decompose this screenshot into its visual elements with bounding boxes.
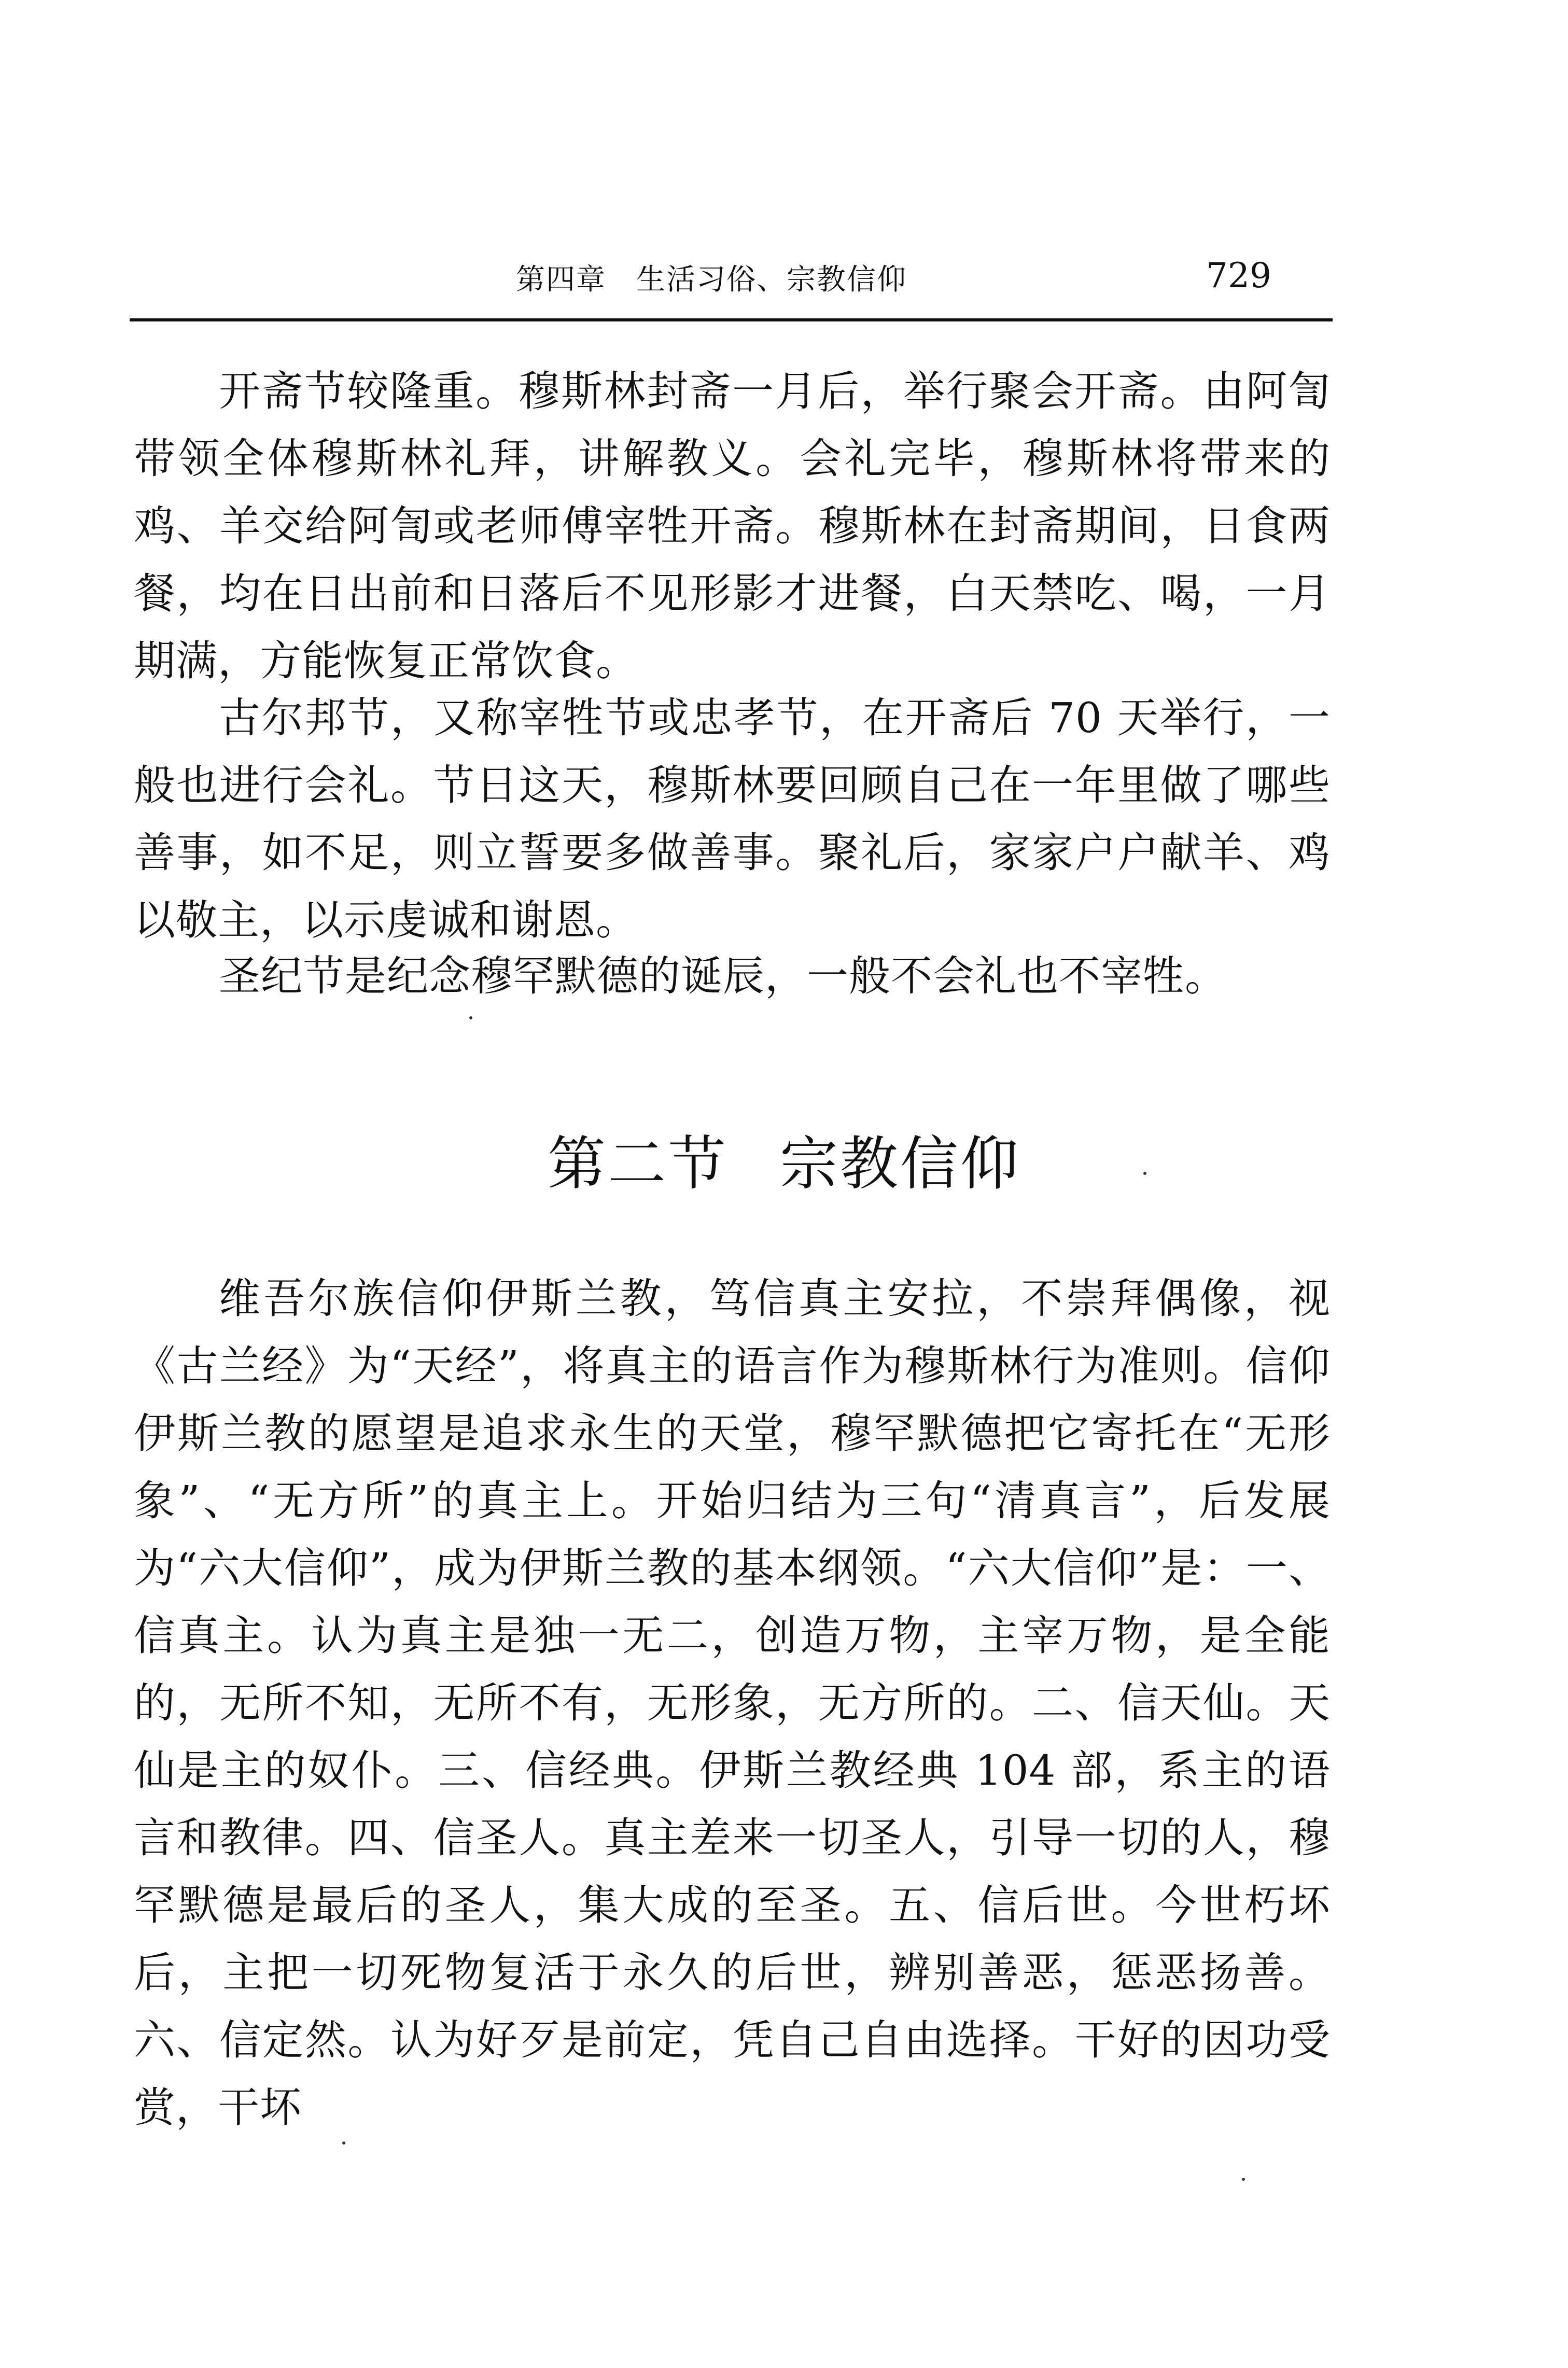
section-title: 宗教信仰 <box>780 1130 1020 1198</box>
print-speck <box>342 2141 345 2145</box>
paragraph-religious-belief: 维吾尔族信仰伊斯兰教，笃信真主安拉，不崇拜偶像，视《古兰经》为“天经”，将真主的语言作为穆斯林行为准则。信仰伊斯兰教的愿望是追求永生的天堂，穆罕默德把它寄托在“无形象”、“无方所”的真主上。开始归结为三句“清真言”，后发展为“六大信仰”，成为伊斯兰教的基本纲领。“六大信仰”是：一、信真主。认为真主是独一无二，创造万物，主宰万物，是全能的，无所不知，无所不有，无形象，无方所的。二、信天仙。天仙是主的奴仆。三、信经典。伊斯兰教经典 104 部，系主的语言和教律。四、信圣人。真主差来一切圣人，引导一切的人，穆罕默德是最后的圣人，集大成的至圣。五、信后世。今世朽坏后，主把一切死物复活于永久的后世，辨别善恶，惩恶扬善。六、信定然。认为好歹是前定，凭自己自由选择。干好的因功受赏，干坏 <box>134 1274 1331 2132</box>
print-speck <box>469 1016 472 1019</box>
page-number: 729 <box>1206 256 1271 296</box>
section-heading <box>0 1125 1568 1203</box>
chapter-title: 第四章 生活习俗、宗教信仰 <box>516 263 907 297</box>
print-speck <box>1143 1172 1146 1175</box>
paragraph-eid-al-adha: 古尔邦节，又称宰牲节或忠孝节，在开斋后 70 天举行，一般也进行会礼。节日这天，穆斯林要回顾自己在一年里做了哪些善事，如不足，则立誓要多做善事。聚礼后，家家户户献羊、鸡以敬主，以示虔诚和谢恩。 <box>134 694 1331 944</box>
paragraph-mawlid: 圣纪节是纪念穆罕默德的诞辰，一般不会礼也不宰牲。 <box>219 952 1227 1000</box>
running-header <box>130 256 1333 311</box>
section-number: 第二节 <box>548 1130 728 1198</box>
paragraph-eid-al-fitr: 开斋节较隆重。穆斯林封斋一月后，举行聚会开斋。由阿訇带领全体穆斯林礼拜，讲解教义。会礼完毕，穆斯林将带来的鸡、羊交给阿訇或老师傅宰牲开斋。穆斯林在封斋期间，日食两餐，均在日出前和日落后不见形影才进餐，白天禁吃、喝，一月期满，方能恢复正常饮食。 <box>134 367 1331 685</box>
print-speck <box>1242 2178 1245 2181</box>
header-rule <box>130 318 1333 321</box>
